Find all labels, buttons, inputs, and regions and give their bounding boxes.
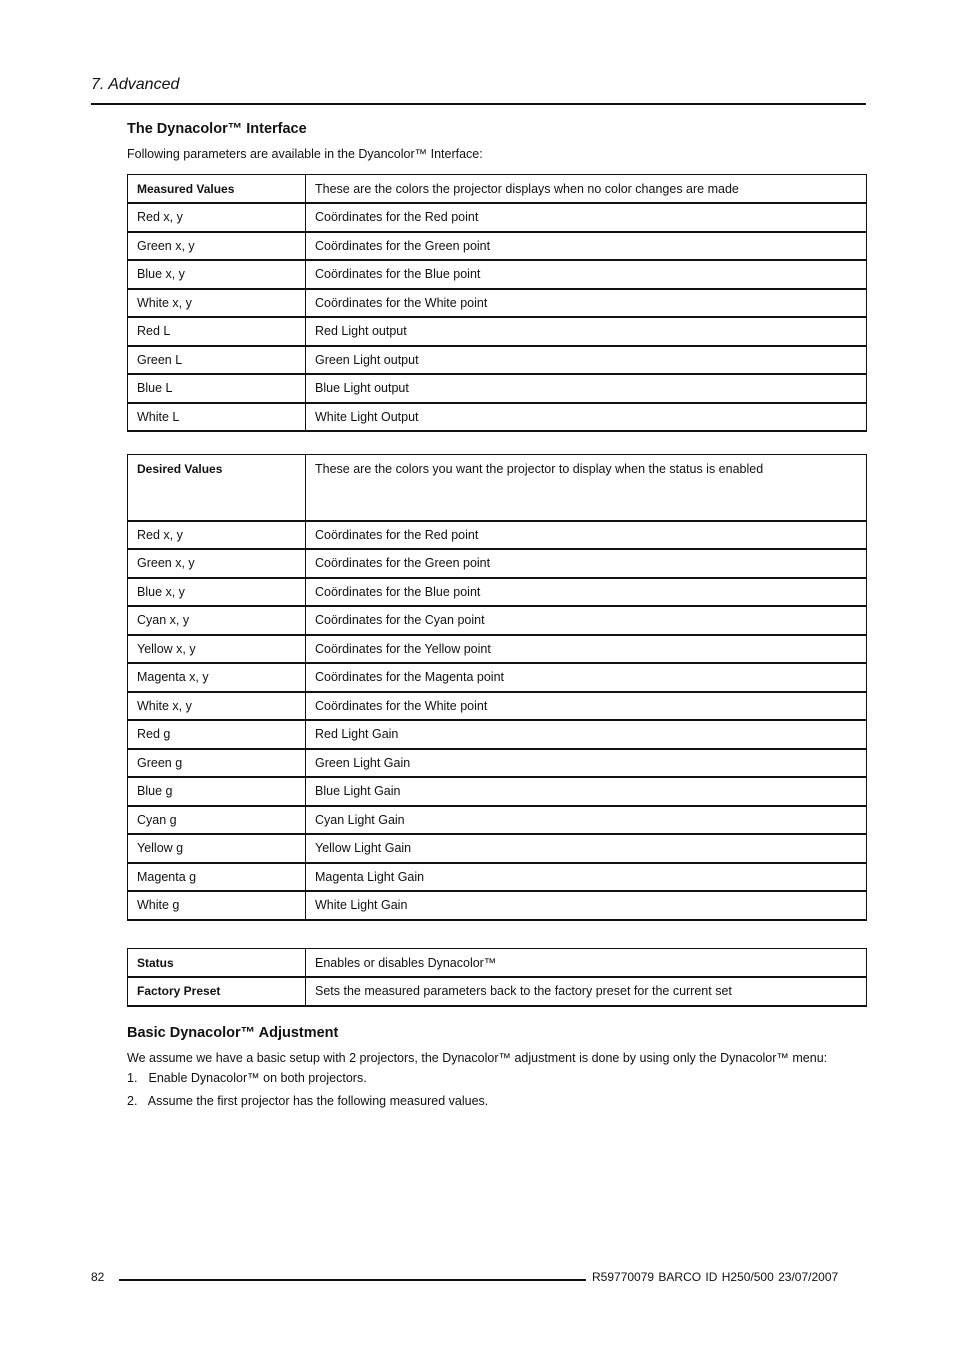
list-text: Enable Dynacolor™ on both projectors. [148, 1071, 367, 1085]
adjustment-intro: We assume we have a basic setup with 2 projectors, the Dynacolor™ adjustment is done by using only the Dynacolor™ menu: [127, 1051, 828, 1065]
parameter-cell: Magenta x, y [128, 663, 306, 692]
table-row [128, 977, 867, 1006]
description-cell: Coördinates for the Blue point [306, 578, 867, 607]
table-row [128, 260, 867, 289]
parameter-cell: Magenta g [128, 863, 306, 892]
parameter-cell: Red L [128, 317, 306, 346]
list-text: Assume the first projector has the following measured values. [147, 1094, 489, 1108]
description-cell: White Light Output [306, 403, 867, 432]
description-cell: Enables or disables Dynacolor™ [306, 949, 867, 978]
description-cell: These are the colors the projector displays when no color changes are made [306, 175, 867, 204]
description-cell: Coördinates for the Green point [306, 549, 867, 578]
table-row [128, 521, 867, 550]
description-cell: White Light Gain [306, 891, 867, 920]
table-row [128, 692, 867, 721]
table-row [128, 455, 867, 521]
section-title-dynacolor-interface: The Dynacolor™ Interface [127, 121, 307, 137]
section-intro: Following parameters are available in the Dyancolor™ Interface: [127, 147, 483, 161]
description-cell: Cyan Light Gain [306, 806, 867, 835]
description-cell: Coördinates for the Blue point [306, 260, 867, 289]
parameter-cell: Blue x, y [128, 260, 306, 289]
description-cell: Yellow Light Gain [306, 834, 867, 863]
parameter-cell: White g [128, 891, 306, 920]
parameter-cell: Green x, y [128, 232, 306, 261]
description-cell: Coördinates for the Cyan point [306, 606, 867, 635]
table-row [128, 863, 867, 892]
section-title-basic-adjustment: Basic Dynacolor™ Adjustment [127, 1025, 339, 1041]
description-cell: Coördinates for the Red point [306, 521, 867, 550]
parameter-cell: Blue x, y [128, 578, 306, 607]
table-row [128, 720, 867, 749]
table-row [128, 374, 867, 403]
table-row [128, 949, 867, 978]
parameter-cell: Green g [128, 749, 306, 778]
table-row [128, 891, 867, 920]
table-row [128, 663, 867, 692]
description-cell: Coördinates for the Green point [306, 232, 867, 261]
table-row [128, 777, 867, 806]
description-cell: Coördinates for the White point [306, 692, 867, 721]
description-cell: Green Light Gain [306, 749, 867, 778]
parameter-cell: Red g [128, 720, 306, 749]
list-number: 2. [127, 1094, 138, 1108]
description-cell: Magenta Light Gain [306, 863, 867, 892]
parameter-cell: Cyan x, y [128, 606, 306, 635]
parameter-cell: Green L [128, 346, 306, 375]
list-item [127, 1094, 488, 1108]
table-row [128, 749, 867, 778]
parameter-cell: Blue L [128, 374, 306, 403]
parameter-cell: Cyan g [128, 806, 306, 835]
parameter-cell: Yellow x, y [128, 635, 306, 664]
parameter-cell: Measured Values [128, 175, 306, 204]
table-row [128, 175, 867, 204]
header-rule [91, 103, 866, 105]
parameter-cell: Yellow g [128, 834, 306, 863]
description-cell: Blue Light Gain [306, 777, 867, 806]
table-row [128, 317, 867, 346]
table-row [128, 635, 867, 664]
document-reference: R59770079 BARCO ID H250/500 23/07/2007 [592, 1270, 839, 1284]
parameter-cell: Desired Values [128, 455, 306, 521]
description-cell: Coördinates for the Yellow point [306, 635, 867, 664]
parameter-cell: Red x, y [128, 203, 306, 232]
parameter-cell: Red x, y [128, 521, 306, 550]
table-row [128, 606, 867, 635]
desired-values-table [127, 454, 867, 921]
table-row [128, 289, 867, 318]
parameter-cell: Blue g [128, 777, 306, 806]
table-row [128, 203, 867, 232]
parameter-cell: White L [128, 403, 306, 432]
table-row [128, 578, 867, 607]
table-row [128, 346, 867, 375]
description-cell: Red Light output [306, 317, 867, 346]
status-table [127, 948, 867, 1007]
list-number: 1. [127, 1071, 138, 1085]
parameter-cell: Factory Preset [128, 977, 306, 1006]
description-cell: Green Light output [306, 346, 867, 375]
description-cell: Blue Light output [306, 374, 867, 403]
table-row [128, 834, 867, 863]
footer-rule [119, 1279, 586, 1281]
table-row [128, 403, 867, 432]
parameter-cell: Status [128, 949, 306, 978]
description-cell: These are the colors you want the projector to display when the status is enabled [306, 455, 867, 521]
parameter-cell: Green x, y [128, 549, 306, 578]
parameter-cell: White x, y [128, 289, 306, 318]
table-row [128, 232, 867, 261]
description-cell: Sets the measured parameters back to the factory preset for the current set [306, 977, 867, 1006]
page-number: 82 [91, 1270, 105, 1284]
measured-values-table [127, 174, 867, 432]
description-cell: Coördinates for the Magenta point [306, 663, 867, 692]
description-cell: Red Light Gain [306, 720, 867, 749]
description-cell: Coördinates for the White point [306, 289, 867, 318]
chapter-title: 7. Advanced [91, 76, 180, 93]
parameter-cell: White x, y [128, 692, 306, 721]
table-row [128, 549, 867, 578]
description-cell: Coördinates for the Red point [306, 203, 867, 232]
table-row [128, 806, 867, 835]
list-item [127, 1071, 367, 1085]
